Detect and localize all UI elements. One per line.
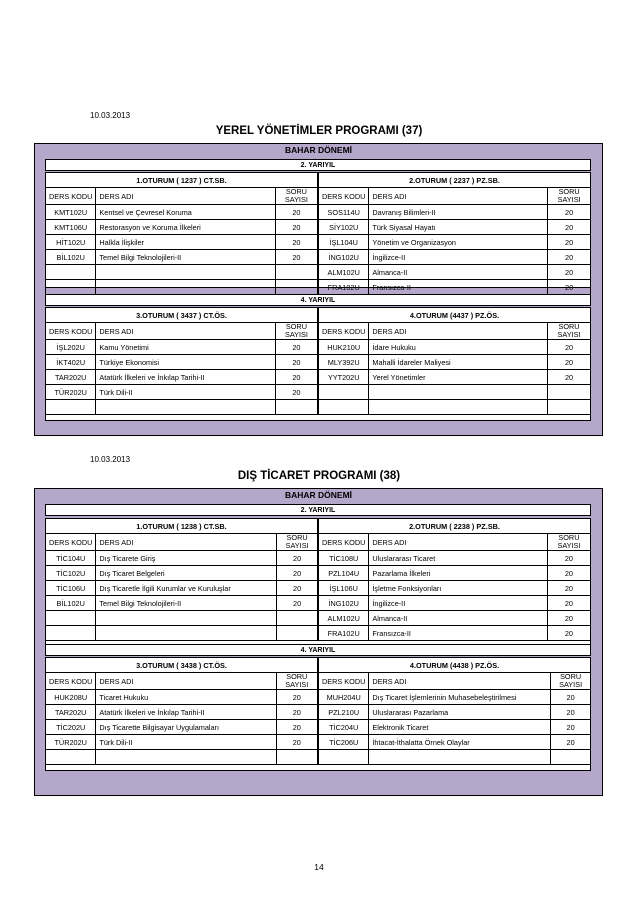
table-row (319, 750, 591, 765)
course-code: PZL210U (319, 705, 369, 720)
course-code: BİL102U (46, 250, 96, 265)
course-name: Temel Bilgi Teknolojileri-II (96, 596, 277, 611)
course-code: HİT102U (46, 235, 96, 250)
course-name (96, 626, 277, 641)
session-table (318, 307, 591, 415)
question-count (275, 280, 317, 295)
session-title: 1.OTURUM ( 1237 ) CT.SB. (46, 173, 318, 188)
header-course-name: DERS ADI (369, 534, 548, 551)
course-name: Uluslararası Ticaret (369, 551, 548, 566)
program-panel (34, 143, 603, 436)
question-count (277, 611, 318, 626)
course-code: YYT202U (319, 370, 369, 385)
question-count: 20 (275, 205, 317, 220)
program-title: YEREL YÖNETİMLER PROGRAMI (37) (215, 125, 423, 137)
course-name: Restorasyon ve Koruma İlkeleri (96, 220, 275, 235)
question-count: 20 (548, 205, 591, 220)
session-table (45, 518, 318, 641)
header-course-name: DERS ADI (369, 323, 548, 340)
course-name: Fransızca-II (369, 280, 548, 295)
table-row (319, 596, 591, 611)
header-row (46, 323, 318, 340)
header-course-name: DERS ADI (369, 673, 551, 690)
table-row (319, 385, 591, 400)
semester-block (45, 172, 591, 292)
table-row (319, 205, 591, 220)
course-name (369, 385, 548, 400)
course-code: MUH204U (319, 690, 369, 705)
question-count: 20 (276, 705, 317, 720)
course-name: Atatürk İlkeleri ve İnkılap Tarihi-II (96, 370, 276, 385)
question-count: 20 (548, 340, 591, 355)
question-count: 20 (548, 265, 591, 280)
question-count: 20 (551, 690, 591, 705)
course-name: Uluslararası Pazarlama (369, 705, 551, 720)
question-count: 20 (547, 626, 590, 641)
session-table (318, 518, 591, 641)
table-row (319, 235, 591, 250)
header-count-line1: SORU (286, 533, 308, 542)
header-course-name: DERS ADI (96, 673, 276, 690)
course-name (96, 265, 275, 280)
semester-label: 4. YARIYIL (45, 644, 591, 656)
course-code (46, 280, 96, 295)
question-count: 20 (275, 235, 317, 250)
question-count (276, 750, 317, 765)
header-question-count (275, 323, 317, 340)
header-count-line1: SORU (285, 322, 307, 331)
course-code: TİC202U (46, 720, 96, 735)
course-code: SİY102U (319, 220, 369, 235)
course-code: İŞL202U (46, 340, 96, 355)
header-count-line2: SAYISI (557, 541, 581, 550)
course-name: İngilizce-II (369, 250, 548, 265)
header-count-line1: SORU (558, 187, 580, 196)
question-count: 20 (548, 370, 591, 385)
course-code (319, 400, 369, 415)
course-name: Dış Ticaret Belgeleri (96, 566, 277, 581)
table-row (319, 690, 591, 705)
table-row (319, 265, 591, 280)
course-name: Türkiye Ekonomisi (96, 355, 276, 370)
question-count: 20 (551, 735, 591, 750)
header-course-code: DERS KODU (46, 323, 96, 340)
course-code: TİC104U (46, 551, 96, 566)
header-course-code: DERS KODU (46, 534, 96, 551)
session-title: 4.OTURUM (4438 ) PZ.ÖS. (319, 658, 591, 673)
season-label: BAHAR DÖNEMİ (284, 490, 353, 500)
table-row (319, 370, 591, 385)
table-row (46, 705, 318, 720)
question-count: 20 (277, 596, 318, 611)
table-row (319, 250, 591, 265)
header-count-line1: SORU (285, 187, 307, 196)
course-name: Türk Siyasal Hayatı (369, 220, 548, 235)
header-row (319, 188, 591, 205)
header-course-name: DERS ADI (96, 323, 276, 340)
table-row (319, 400, 591, 415)
course-name (369, 750, 551, 765)
course-code: TİC204U (319, 720, 369, 735)
question-count: 20 (547, 551, 590, 566)
header-count-line2: SAYISI (557, 330, 581, 339)
session-title: 1.OTURUM ( 1238 ) CT.SB. (46, 519, 318, 534)
session-title: 3.OTURUM ( 3438 ) CT.ÖS. (46, 658, 318, 673)
course-name: İşletme Fonksiyonları (369, 581, 548, 596)
page-number: 14 (314, 862, 324, 872)
program-title: DIŞ TİCARET PROGRAMI (38) (237, 470, 401, 482)
header-question-count (276, 673, 317, 690)
header-row (46, 188, 318, 205)
session-title-row (46, 308, 318, 323)
course-name (96, 611, 277, 626)
course-code: MLY392U (319, 355, 369, 370)
table-row (46, 265, 318, 280)
season-label: BAHAR DÖNEMİ (284, 145, 353, 155)
question-count: 20 (551, 705, 591, 720)
table-row (46, 280, 318, 295)
course-name: Ticaret Hukuku (96, 690, 276, 705)
table-row (319, 705, 591, 720)
table-row (319, 220, 591, 235)
course-code (319, 750, 369, 765)
table-row (46, 626, 318, 641)
question-count (548, 400, 591, 415)
session-table (318, 172, 591, 295)
header-course-name: DERS ADI (369, 188, 548, 205)
question-count: 20 (548, 235, 591, 250)
course-name (369, 400, 548, 415)
table-row (46, 385, 318, 400)
question-count: 20 (275, 220, 317, 235)
course-name: Dış Ticarette Bilgisayar Uygulamaları (96, 720, 276, 735)
header-question-count (548, 323, 591, 340)
header-count-line1: SORU (286, 672, 308, 681)
course-code: İŞL104U (319, 235, 369, 250)
question-count: 20 (277, 581, 318, 596)
question-count: 20 (547, 581, 590, 596)
session-title-row (319, 308, 591, 323)
course-code: İŞL106U (319, 581, 369, 596)
course-name: Halkla İlişkiler (96, 235, 275, 250)
question-count (275, 265, 317, 280)
course-code (46, 611, 96, 626)
course-code: BİL102U (46, 596, 96, 611)
course-code: TİC206U (319, 735, 369, 750)
course-code (46, 265, 96, 280)
header-count-line2: SAYISI (285, 680, 309, 689)
course-code: KMT106U (46, 220, 96, 235)
question-count (277, 626, 318, 641)
table-row (319, 340, 591, 355)
course-name: İdare Hukuku (369, 340, 548, 355)
table-row (46, 735, 318, 750)
course-name: Kentsel ve Çevresel Koruma (96, 205, 275, 220)
course-code (319, 385, 369, 400)
session-title-row (46, 658, 318, 673)
course-code: TÜR202U (46, 385, 96, 400)
semester-label: 2. YARIYIL (45, 159, 591, 171)
question-count: 20 (548, 355, 591, 370)
header-question-count (547, 534, 590, 551)
header-count-line2: SAYISI (557, 195, 581, 204)
question-count (548, 385, 591, 400)
question-count: 20 (275, 385, 317, 400)
course-code: ALM102U (319, 265, 369, 280)
semester-label: 2. YARIYIL (45, 504, 591, 516)
table-row (46, 690, 318, 705)
session-title-row (46, 519, 318, 534)
header-count-line1: SORU (560, 672, 582, 681)
question-count: 20 (277, 566, 318, 581)
table-row (319, 611, 591, 626)
header-count-line1: SORU (558, 533, 580, 542)
session-table (45, 307, 318, 415)
header-course-code: DERS KODU (319, 534, 369, 551)
course-code: TAR202U (46, 705, 96, 720)
course-code: SOS114U (319, 205, 369, 220)
header-count-line2: SAYISI (284, 330, 308, 339)
course-name: İhtacat-İthalatta Örnek Olaylar (369, 735, 551, 750)
course-name: Almanca-II (369, 611, 548, 626)
table-row (319, 566, 591, 581)
question-count: 20 (275, 250, 317, 265)
table-row (319, 581, 591, 596)
course-name: Fransızca-II (369, 626, 548, 641)
session-title: 3.OTURUM ( 3437 ) CT.ÖS. (46, 308, 318, 323)
header-question-count (277, 534, 318, 551)
course-name: Mahalli İdareler Maliyesi (369, 355, 548, 370)
course-code: İNG102U (319, 250, 369, 265)
course-code: TÜR202U (46, 735, 96, 750)
header-row (46, 534, 318, 551)
question-count: 20 (275, 355, 317, 370)
header-course-code: DERS KODU (46, 188, 96, 205)
course-code: KMT102U (46, 205, 96, 220)
question-count: 20 (276, 690, 317, 705)
question-count: 20 (275, 370, 317, 385)
course-name: Davranış Bilimleri-II (369, 205, 548, 220)
table-row (319, 735, 591, 750)
course-code: TİC106U (46, 581, 96, 596)
header-course-name: DERS ADI (96, 188, 275, 205)
table-row (319, 626, 591, 641)
table-row (319, 355, 591, 370)
course-name: Dış Ticaret İşlemlerinin Muhasebeleştirilmesi (369, 690, 551, 705)
table-row (46, 220, 318, 235)
course-name (96, 750, 276, 765)
header-course-code: DERS KODU (319, 673, 369, 690)
course-code: FRA102U (319, 626, 369, 641)
course-name: Türk Dili-II (96, 735, 276, 750)
table-row (46, 370, 318, 385)
program-panel (34, 488, 603, 796)
course-name: Dış Ticaretle İlgili Kurumlar ve Kuruluşlar (96, 581, 277, 596)
header-course-name: DERS ADI (96, 534, 277, 551)
course-name: Dış Ticarete Giriş (96, 551, 277, 566)
header-count-line2: SAYISI (285, 541, 309, 550)
program-date: 10.03.2013 (90, 111, 131, 120)
table-row (319, 551, 591, 566)
course-name: Yönetim ve Organizasyon (369, 235, 548, 250)
question-count: 20 (277, 551, 318, 566)
course-name (96, 400, 276, 415)
course-name: Elektronik Ticaret (369, 720, 551, 735)
session-title: 2.OTURUM ( 2237 ) PZ.SB. (319, 173, 591, 188)
table-row (46, 250, 318, 265)
question-count: 20 (547, 611, 590, 626)
session-title: 4.OTURUM (4437 ) PZ.ÖS. (319, 308, 591, 323)
header-count-line2: SAYISI (284, 195, 308, 204)
course-name: Temel Bilgi Teknolojileri-II (96, 250, 275, 265)
header-row (319, 323, 591, 340)
header-count-line2: SAYISI (559, 680, 583, 689)
question-count: 20 (276, 720, 317, 735)
table-row (46, 205, 318, 220)
program-date: 10.03.2013 (90, 455, 131, 464)
table-row (46, 551, 318, 566)
header-question-count (548, 188, 591, 205)
session-title: 2.OTURUM ( 2238 ) PZ.SB. (319, 519, 591, 534)
course-code: İNG102U (319, 596, 369, 611)
semester-block (45, 657, 591, 771)
question-count: 20 (551, 720, 591, 735)
question-count (275, 400, 317, 415)
table-row (319, 280, 591, 295)
header-question-count (275, 188, 317, 205)
course-code: HUK210U (319, 340, 369, 355)
semester-block (45, 518, 591, 645)
course-code (46, 750, 96, 765)
course-code: ALM102U (319, 611, 369, 626)
header-count-line1: SORU (558, 322, 580, 331)
question-count: 20 (547, 596, 590, 611)
semester-label: 4. YARIYIL (45, 294, 591, 306)
course-code: TİC108U (319, 551, 369, 566)
table-row (46, 596, 318, 611)
table-row (46, 355, 318, 370)
table-row (319, 720, 591, 735)
question-count: 20 (547, 566, 590, 581)
table-row (46, 581, 318, 596)
header-row (319, 673, 591, 690)
course-code: TİC102U (46, 566, 96, 581)
session-table (45, 172, 318, 295)
session-title-row (319, 658, 591, 673)
header-course-code: DERS KODU (319, 323, 369, 340)
course-name: Pazarlama İlkeleri (369, 566, 548, 581)
course-code: TAR202U (46, 370, 96, 385)
question-count: 20 (548, 280, 591, 295)
header-question-count (551, 673, 591, 690)
session-table (318, 657, 591, 765)
course-name: Almanca-II (369, 265, 548, 280)
course-code: HUK208U (46, 690, 96, 705)
table-row (46, 611, 318, 626)
table-row (46, 566, 318, 581)
session-title-row (319, 519, 591, 534)
course-code: FRA102U (319, 280, 369, 295)
session-table (45, 657, 318, 765)
table-row (46, 400, 318, 415)
header-row (319, 534, 591, 551)
session-title-row (319, 173, 591, 188)
session-title-row (46, 173, 318, 188)
question-count (551, 750, 591, 765)
course-code: İKT402U (46, 355, 96, 370)
course-code: PZL104U (319, 566, 369, 581)
course-name: İngilizce-II (369, 596, 548, 611)
question-count: 20 (276, 735, 317, 750)
course-name (96, 280, 275, 295)
course-name: Yerel Yönetimler (369, 370, 548, 385)
course-code (46, 626, 96, 641)
table-row (46, 720, 318, 735)
course-name: Türk Dili-II (96, 385, 276, 400)
table-row (46, 750, 318, 765)
course-name: Atatürk İlkeleri ve İnkılap Tarihi-II (96, 705, 276, 720)
table-row (46, 235, 318, 250)
table-row (46, 340, 318, 355)
question-count: 20 (548, 220, 591, 235)
semester-block (45, 307, 591, 421)
question-count: 20 (548, 250, 591, 265)
header-row (46, 673, 318, 690)
header-course-code: DERS KODU (46, 673, 96, 690)
course-name: Kamu Yönetimi (96, 340, 276, 355)
header-course-code: DERS KODU (319, 188, 369, 205)
course-code (46, 400, 96, 415)
question-count: 20 (275, 340, 317, 355)
